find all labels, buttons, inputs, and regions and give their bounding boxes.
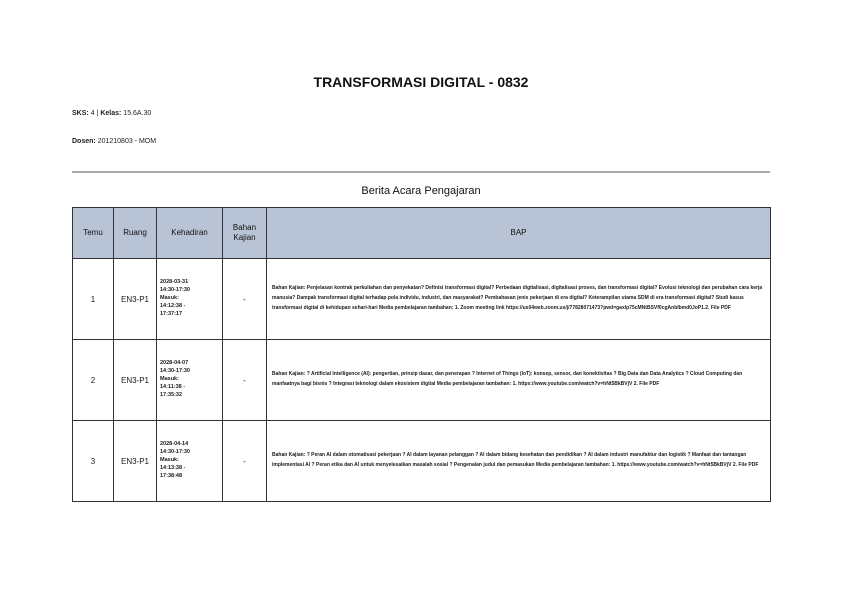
meta-separator: | — [96, 110, 99, 117]
sks-kelas-line — [72, 110, 151, 117]
cell-bahan-kajian: - — [223, 421, 267, 502]
attendance-schedule: 14:30-17:30 — [160, 449, 190, 456]
attendance-masuk-start: 14:11:38 - — [160, 383, 186, 390]
cell-bahan-kajian: - — [223, 340, 267, 421]
cell-temu: 1 — [73, 259, 114, 340]
dosen-line — [72, 138, 156, 145]
cell-kehadiran — [157, 421, 223, 502]
attendance-masuk-end: 17:35:32 — [160, 391, 183, 398]
table-row — [73, 340, 771, 421]
kelas-value: 15.6A.30 — [123, 110, 152, 117]
page-title: TRANSFORMASI DIGITAL - 0832 — [313, 74, 529, 90]
kelas-label: Kelas: — [100, 110, 122, 117]
attendance-masuk-end: 17:37:17 — [160, 310, 183, 317]
attendance-masuk-label: Masuk: — [160, 457, 179, 464]
cell-kehadiran — [157, 340, 223, 421]
bap-table — [72, 207, 771, 502]
sks-value: 4 — [90, 110, 95, 117]
table-header-row — [73, 208, 771, 259]
attendance-masuk-start: 14:13:38 - — [160, 464, 186, 471]
header-bahan-kajian: Bahan Kajian — [223, 208, 267, 259]
attendance-date: 2028-03-31 — [160, 279, 189, 286]
attendance-masuk-end: 17:38:48 — [160, 472, 183, 479]
section-title: Berita Acara Pengajaran — [361, 185, 481, 197]
cell-bap: Bahan Kajian: ? Artificial Intelligence (AI): pengertian, prinsip dasar, dan penerapan ? Internet of Things (IoT): konsep, sensor, dan konektivitas ? Big Data dan Data Analytics ? Cloud Computing dan manfaatnya bagi bisnis ? Integrasi teknologi dalam ekosistem digital Media pembelajaran tambahan: 1. https://www.youtube.com/watch?v=hNt5BkBVjV 2. File PDF — [267, 340, 771, 421]
horizontal-divider — [72, 171, 770, 173]
header-bap: BAP — [267, 208, 771, 259]
sks-label: SKS: — [72, 110, 89, 117]
attendance-masuk-label: Masuk: — [160, 295, 179, 302]
cell-bap: Bahan Kajian: ? Peran AI dalam otomatisasi pekerjaan ? AI dalam layanan pelanggan ? AI dalam bidang kesehatan dan pendidikan ? AI dalam industri manufaktur dan logistik ? Manfaat dan tantangan implementasi AI ? Peran etika dan AI untuk menyelesaikan masalah sosial ? Pengenalan judul dan pemasukan Media pembelajaran tambahan: 1. https://www.youtube.com/watch?v=hNt5BkBVjV 2. File PDF — [267, 421, 771, 502]
cell-bap: Bahan Kajian: Penjelasan kontrak perkuliahan dan penyekatan? Definisi transformasi digital? Perbedaan digitalisasi, digitalisasi proses, dan transformasi digital? Evolusi teknologi dan perubahan cara kerja manusia? Dampak transformasi digital terhadap pola individu, industri, dan masyarakat? Pembahasan jenis pekerjaan di era digital? Keterampilan utama SDM di era transformasi digital? Studi kasus transformasi digital di kehidupan sehari-hari Media pembelajaran tambahan: 1. Zoom meeting link https://us04web.zoom.us/j/77828071473?pwd=gaxlp75cMNtBSVf0cgAnbIbmd0JoP1.2. File PDF — [267, 259, 771, 340]
cell-ruang: EN3-P1 — [114, 421, 157, 502]
cell-temu: 2 — [73, 340, 114, 421]
table-row — [73, 421, 771, 502]
cell-ruang: EN3-P1 — [114, 340, 157, 421]
table-row — [73, 259, 771, 340]
header-ruang: Ruang — [114, 208, 157, 259]
cell-ruang: EN3-P1 — [114, 259, 157, 340]
attendance-masuk-start: 14:12:38 - — [160, 302, 186, 309]
attendance-date: 2028-04-07 — [160, 360, 189, 367]
dosen-label: Dosen: — [72, 138, 96, 145]
attendance-masuk-label: Masuk: — [160, 376, 179, 383]
attendance-schedule: 14:30-17:30 — [160, 287, 190, 294]
attendance-schedule: 14:30-17:30 — [160, 368, 190, 375]
dosen-value: 201210803 - MOM — [97, 138, 157, 145]
cell-temu: 3 — [73, 421, 114, 502]
header-kehadiran: Kehadiran — [157, 208, 223, 259]
attendance-date: 2028-04-14 — [160, 441, 189, 448]
cell-kehadiran — [157, 259, 223, 340]
cell-bahan-kajian: - — [223, 259, 267, 340]
header-temu: Temu — [73, 208, 114, 259]
